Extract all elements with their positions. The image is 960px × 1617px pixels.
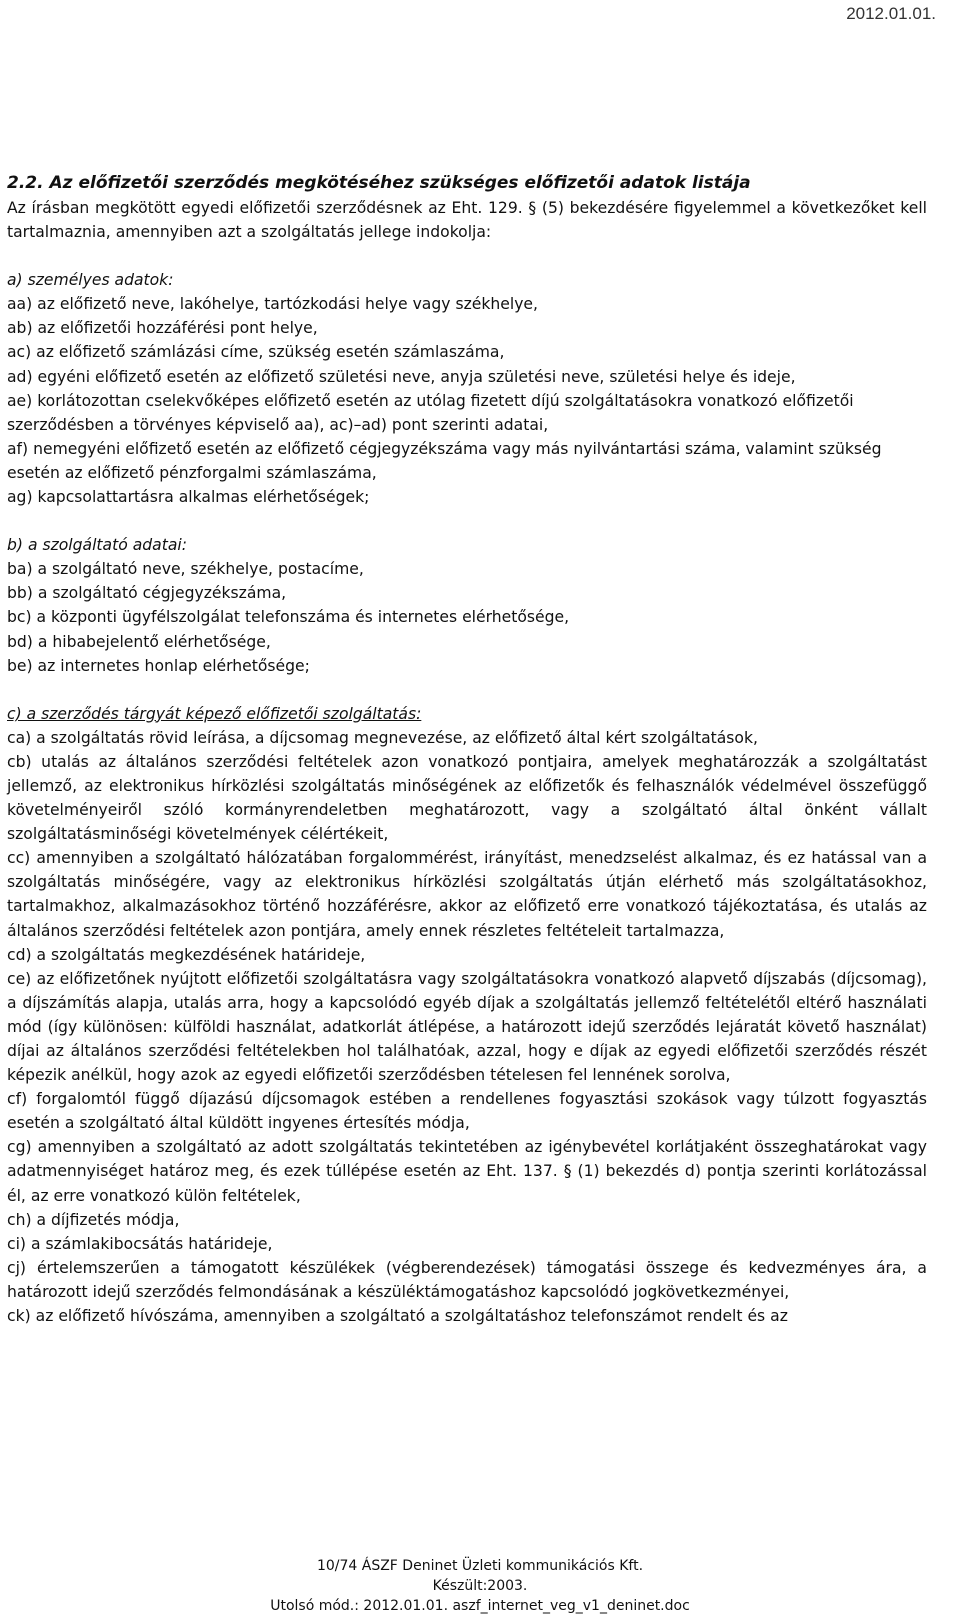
- list-item: cj) értelemszerűen a támogatott készülékek (végberendezések) támogatási összege és kedvezményes ára, a határozott idejű szerződés felmondásának a készüléktámogatáshoz kapcsolódó jogkövetkezményei,: [7, 1258, 927, 1301]
- list-item: be) az internetes honlap elérhetősége;: [7, 656, 310, 675]
- section-a: [7, 268, 927, 509]
- list-item: ck) az előfizető hívószáma, amennyiben a szolgáltató a szolgáltatáshoz telefonszámot rendelt és az: [7, 1307, 788, 1326]
- list-item: ag) kapcsolattartásra alkalmas elérhetőségek;: [7, 488, 370, 507]
- section-c: [7, 702, 927, 1328]
- section-c-heading: c) a szerződés tárgyát képező előfizetői szolgáltatás:: [7, 704, 422, 723]
- list-item: ca) a szolgáltatás rövid leírása, a díjcsomag megnevezése, az előfizető által kért szolgáltatások,: [7, 728, 758, 747]
- list-item: cd) a szolgáltatás megkezdésének határideje,: [7, 945, 366, 964]
- list-item: ce) az előfizetőnek nyújtott előfizetői szolgáltatásra vagy szolgáltatásokra vonatkozó alapvető díjszabás (díjcsomag), a díjszámítás alapja, utalás arra, hogy a kapcsolódó egyéb díjak a szolgáltatás jellemző feltételétől eltérő használati mód (így különösen: külföldi használat, adatkorlát átlépése, a határozott idejű szerződés lejáratát követő használat) díjai az általános szerződési feltételekben hol találhatóak, azzal, hogy e díjak az egyedi előfizetői szerződés részét képezik anélkül, hogy azok az egyedi előfizetői szerződésben tételesen fel lennének sorolva,: [7, 969, 927, 1085]
- list-item: ba) a szolgáltató neve, székhelye, postacíme,: [7, 560, 364, 579]
- list-item: ci) a számlakibocsátás határideje,: [7, 1234, 273, 1253]
- header-date: 2012.01.01.: [846, 4, 936, 23]
- list-item: af) nemegyéni előfizető esetén az előfizető cégjegyzékszáma vagy más nyilvántartási száma, valamint szükség: [7, 439, 882, 458]
- section-title: 2.2. Az előfizetői szerződés megkötéséhez szükséges előfizetői adatok listája: [7, 173, 751, 193]
- list-item: ab) az előfizetői hozzáférési pont helye,: [7, 319, 318, 338]
- list-item: bb) a szolgáltató cégjegyzékszáma,: [7, 584, 287, 603]
- list-item: cf) forgalomtól függő díjazású díjcsomagok estében a rendellenes fogyasztási szokások vagy túlzott fogyasztás esetén a szolgáltató által küldött ingyenes értesítés módja,: [7, 1090, 927, 1133]
- list-item: szerződésben a törvényes képviselő aa), ac)–ad) pont szerinti adatai,: [7, 415, 549, 434]
- list-item: cg) amennyiben a szolgáltató az adott szolgáltatás tekintetében az igénybevétel korlátjaként összeghatárokat vagy adatmennyiséget határoz meg, és ezek túllépése esetén az Eht. 137. § (1) bekezdés d) pontja szerinti korlátozással él, az erre vonatkozó külön feltételek,: [7, 1138, 927, 1205]
- list-item: bc) a központi ügyfélszolgálat telefonszáma és internetes elérhetősége,: [7, 608, 570, 627]
- list-item: cb) utalás az általános szerződési feltételek azon vonatkozó pontjaira, amelyek meghatározzák a szolgáltatást jellemző, az elektronikus hírközlési szolgáltatás minőségének az előfizetők és felhasználók védelmével összefüggő követelményeiről szóló kormányrendeletben meghatározott, vagy a szolgáltató által önként vállalt szolgáltatásminőségi követelmények célértékeit,: [7, 752, 927, 844]
- list-item: bd) a hibabejelentő elérhetősége,: [7, 632, 271, 651]
- intro-paragraph: Az írásban megkötött egyedi előfizetői szerződésnek az Eht. 129. § (5) bekezdésére figyelemmel a következőket kell tartalmaznia, amennyiben azt a szolgáltatás jellege indokolja:: [7, 199, 927, 242]
- list-item: ac) az előfizető számlázási címe, szükség esetén számlaszáma,: [7, 343, 505, 362]
- footer-line-2: Készült:2003.: [432, 1578, 528, 1594]
- list-item: ad) egyéni előfizető esetén az előfizető születési neve, anyja születési neve, születési helye és ideje,: [7, 367, 796, 386]
- footer-line-1: 10/74 ÁSZF Deninet Üzleti kommunikációs Kft.: [316, 1558, 644, 1574]
- list-item: cc) amennyiben a szolgáltató hálózatában forgalommérést, irányítást, menedzselést alkalmaz, és ez hatással van a szolgáltatás minőségére, vagy az elektronikus hírközlési szolgáltatás útján elérhető más szolgáltatásokhoz, tartalmakhoz, alkalmazásokhoz történő hozzáférésre, akkor az előfizető erre vonatkozó tájékoztatása, és utalás az általános szerződési feltételek azon pontjára, amely ennek részletes feltételeit tartalmazza,: [7, 849, 927, 940]
- section-b: [7, 533, 927, 678]
- list-item: esetén az előfizető pénzforgalmi számlaszáma,: [7, 463, 377, 482]
- footer-line-3: Utolsó mód.: 2012.01.01. aszf_internet_veg_v1_deninet.doc: [270, 1598, 690, 1614]
- list-item: ae) korlátozottan cselekvőképes előfizető esetén az utólag fizetett díjú szolgáltatásokra vonatkozó előfizetői: [7, 391, 854, 410]
- list-item: ch) a díjfizetés módja,: [7, 1210, 180, 1229]
- list-item: aa) az előfizető neve, lakóhelye, tartózkodási helye vagy székhelye,: [7, 295, 538, 314]
- section-a-heading: a) személyes adatok:: [7, 271, 174, 290]
- section-b-heading: b) a szolgáltató adatai:: [7, 536, 187, 555]
- document-body: [7, 170, 927, 1328]
- page-footer: [0, 1556, 960, 1616]
